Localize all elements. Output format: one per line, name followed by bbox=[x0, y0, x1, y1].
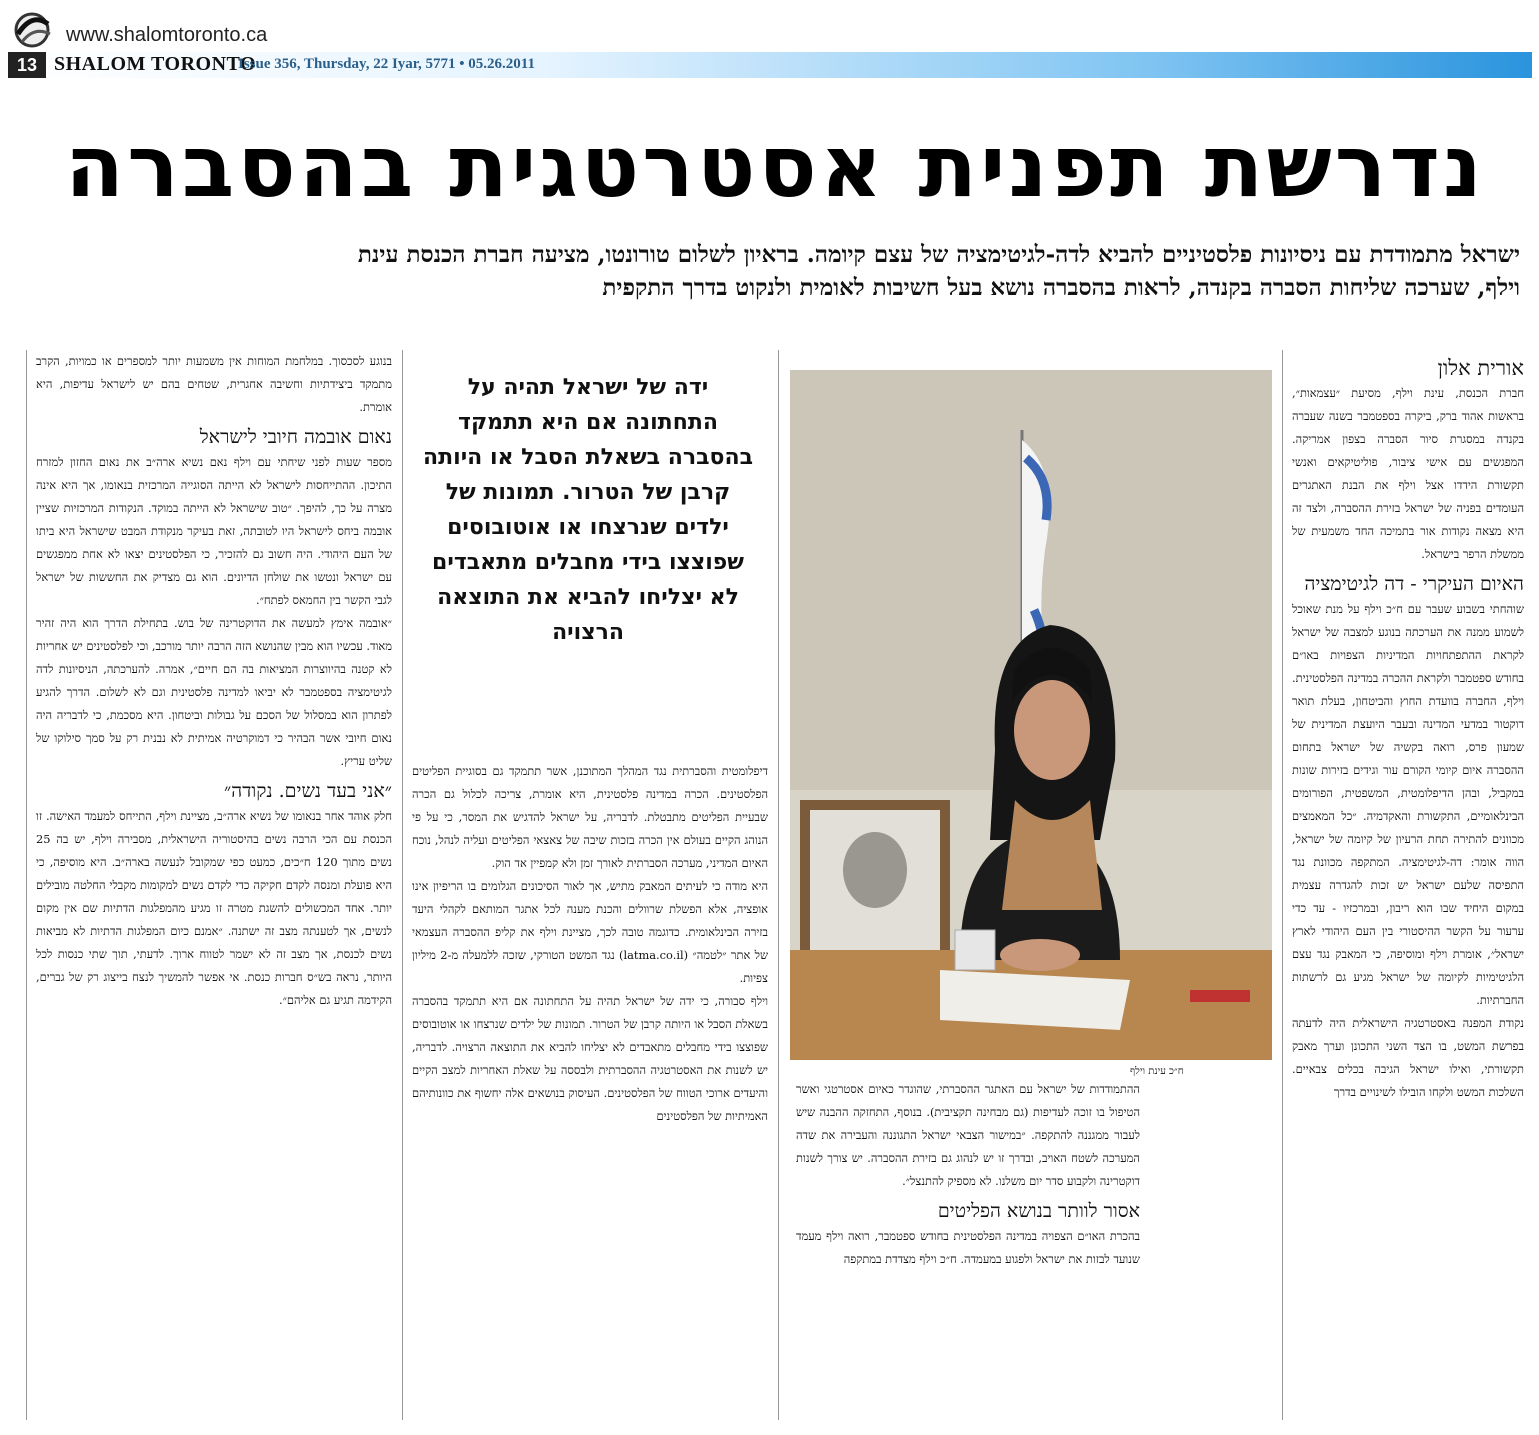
lead-line-1: ישראל מתמודדת עם ניסיונות פלסטיניים להביא לדה-לגיטימציה של עצם קיומה. בראיון לשלום טורונטו, מציעה חברת הכנסת עינת bbox=[357, 241, 1520, 268]
column-divider bbox=[402, 350, 403, 1420]
photo-caption: ח״כ עינת וילף bbox=[1130, 1066, 1184, 1077]
author-name: אורית אלון bbox=[1437, 356, 1524, 380]
column-divider bbox=[778, 350, 779, 1420]
paragraph: דיפלומטית והסברתית נגד המהלך המתוכנן, אשר תתמקד גם בסוגיית הפליטים הפלסטינים. הכרה במדינה פלסטינית, היא אומרת, צריכה לכלול גם הכרה שבעיית הפליטים מתבטלת. לדבריה, על ישראל להדגיש את המסר, כי על פי הנוהג הקיים בעולם אין הכרה בזכות שיבה של צאצאי הפליטים ועליה לנהל, נוכח האיום המדיני, מערכה הסברתית לאורך זמן ולא קמפיין אד הוק. bbox=[412, 764, 768, 870]
paragraph: שוהחתי בשבוע שעבר עם ח״כ וילף על מנת שאוכל לשמוע ממנה את הערכתה בנוגע למצבה של ישראל לקראת ההתפתחויות המדיניות הצפויות באו״ם בחודש ספטמבר ולקראת ההכרה במדינה הפלסטינית. וילף, החברה בוועדת החוץ והביטחון, בעלת תואר דוקטור במדעי המדינה ובעבר היועצת המדינית של שמעון פרס, רואה בקשיה של ישראל בתחום ההסברה איום קיומי הקורם עור וגידים בזירות שונות במקביל, ובהן הדיפלומטית, המשפטית, הפורומים הבינלאומיים, התקשורת והאקדמיה. ״כל המאמצים מכוונים להתירה תחת הרעיון של קיומה של ישראל, הווה אומר: דה-לגיטימציה. המתקפה מכוונת נגד התפיסה שלעם ישראל יש זכות להגדרה עצמית במקום היחיד שבו הוא ריבון, ובמרכזיו - עד כדי ערעור על הקשר ההיסטורי בין העם היהודי לארץ ישראל״, אומרת וילף ומוסיפה, כי המאבק נגד עצם הלגיטימיות לקיומה של ישראל מגיע גם לרשתות החברתיות. bbox=[1292, 602, 1524, 1007]
site-header bbox=[8, 4, 408, 50]
article-column-3 bbox=[412, 760, 768, 1128]
subheading: אסור לוותר בנושא הפליטים bbox=[937, 1200, 1140, 1222]
masthead-title: SHALOM TORONTO bbox=[54, 53, 257, 75]
site-url[interactable]: www.shalomtoronto.ca bbox=[66, 24, 268, 46]
paragraph: מספר שעות לפני שיחתי עם וילף נאם נשיא ארה״ב את נאום החזון למזרח התיכון. ההתייחסות לישראל לא הייתה הסוגייה המרכזית בנאומו, אך היא אינה מצרה על כך, להיפך. ״טוב שישראל לא הייתה במוקד. הנקודות המרכזיות שציין אובמה ביחס לישראל היו לטובתה, זאת בעיקר מנקודת המבט שישראל היא ביתו של העם היהודי. היה חשוב גם להזכיר, כי הפלסטינים יצאו לא אחת ממפגשים עם ישראל ונטשו את שולחן הדיונים. הוא גם מצדיק את החששות של ישראל לגבי הקשר בין החמאס לפתח״. bbox=[36, 455, 392, 607]
column-divider bbox=[26, 350, 27, 1420]
subheading: ״אני בעד נשים. נקודה״ bbox=[224, 780, 392, 802]
article-column-4 bbox=[36, 350, 392, 1012]
column-divider bbox=[1282, 350, 1283, 1420]
subheading: נאום אובמה חיובי לישראל bbox=[199, 426, 392, 448]
paragraph: חלק אוהד אחר בנאומו של נשיא ארה״ב, מציינת וילף, התייחס למעמד האישה. זו הכנסת עם הכי הרבה נשים בהיסטוריה הישראלית, מסבירה וילף, יש בה 25 נשים מתוך 120 ח״כים, כמעט כפי שמקובל לנעשה בארה״ב. היא מוסיפה, כי היא פועלת ומנסה לקדם חקיקה כדי לקדם נשים למקומות מקבלי החלטה מובילים יותר. אחד המכשולים להשגת מטרה זו מגיע מהמפלגות הדתיות שם אין מקום לנשים, אך לטענתה מצב זה ישתנה. ״אמנם כיום המפלגות הדתיות לא מביאות נשים לכנסת, אך מצב זה לא ישמר לטווח ארוך. לדעתי, תוך שתי כנסות לכל היותר, נראה בש״ס חברות כנסת. אי אפשר להמשיך לנצח בייצוג רק של גברים, הקידמה תגיע גם אליהם״. bbox=[36, 809, 392, 1007]
page-number: 13 bbox=[8, 52, 46, 78]
paragraph: היא מודה כי לעיתים המאבק מתיש, אך לאור הסיכונים הגלומים בו הריפיון אינו אופציה, אלא הפשלת שרוולים והכנת מענה לכל אתגר המותאם לקהלי היעד בזירה הבינלאומית. כדוגמה טובה לכך, מציינת וילף את קליפ ההסברה העצמאי של אתר ״לטמה״ (latma.co.il) נגד המשט הטורקי, שזכה ללמעלה מ-2 מיליון צפיות. bbox=[412, 879, 769, 985]
pull-quote: ידה של ישראל תהיה על התחתונה אם היא תתמקד בהסברה בשאלת הסבל או היותה קרבן של הטרור. תמונות של ילדים שנרצחו או אוטובוסים שפוצצו בידי מחבלים מתאבדים לא יצליחו להביא את התוצאה הרצויה bbox=[423, 375, 753, 645]
lead-line-2: וילף, שערכה שליחות הסברה בקנדה, לראות בהסברה נושא בעל חשיבות לאומית ולנקוט בדרך התקפית bbox=[602, 274, 1520, 301]
photo-illustration bbox=[790, 370, 1272, 1060]
article-photo bbox=[790, 370, 1272, 1060]
paragraph: בהכרת האו״ם הצפויה במדינה הפלסטינית בחודש ספטמבר, רואה וילף מעמד שנועד לבזות את ישראל ולפגוע במעמדה. ח״כ וילף מצדדת במתקפה bbox=[796, 1229, 1140, 1266]
paragraph: נקודת המפנה באסטרטגיה הישראלית היה לדעתה בפרשת המשט, בו הצד השני התכונן וערך מאבק תקשורתי, ואילו ישראל הגיבה בכלים צבאיים. השלכות המשט ולקחו הובילו לשינויים בדרך bbox=[1292, 1016, 1524, 1099]
article-column-2 bbox=[796, 1078, 1140, 1271]
masthead-bar bbox=[8, 52, 1532, 78]
paragraph: ״אובמה אימץ למעשה את הדוקטרינה של בוש. בתחילת הדרך הוא היה זהיר מאוד. עכשיו הוא מבין שהנושא הזה הרבה יותר מורכב, וכי לפלסטינים יש אחריות לא קטנה בהיווצרות המציאות בה הם חיים״, אמרה. להערכתה, הניסיונות לדה לגיטימציה בספטמבר לא יביאו למדינה פלסטינית וגם לא לשלום. הדרך להגיע לפתרון הוא במסלול של הסכם על גבולות וביטחון. היא מסכמת, כי לדבריה היה נאום חיובי אשר הבהיר כי דמוקרטיה אמיתית לא נבנית רק על סמך סילוקו של שליט עריץ. bbox=[36, 616, 392, 768]
paragraph: חברת הכנסת, עינת וילף, מסיעת ״עצמאות״, בראשות אהוד ברק, ביקרה בספטמבר בשנה שעברה בקנדה במסגרת סיור הסברה בצפון אמריקה. המפגשים עם אישי ציבור, פוליטיקאים ואנשי תקשורת הידדו אצל וילף את הבנת האתגרים העומדים בפניה של ישראל בזירת ההסברה, ולצד זה היא מצאה נקודות אור בתמיכה החד משמעית של ממשלת הרפר בישראל. bbox=[1292, 386, 1524, 561]
paragraph: בנוגע לסכסוך. במלחמת המוחות אין משמעות יותר למספרים או כמויות, הקרב מתמקד ביצידתיות וחשיבה אחגרית, שטחים בהם יש לישראל עדיפות, היא אומרת. bbox=[36, 354, 392, 414]
paragraph: ההתמודדות של ישראל עם האתגר ההסברתי, שהוגדר כאיום אסטרטגי ואשר הטיפול בו זוכה לעדיפות (גם מבחינה תקציבית). בנוסף, התחזקה ההבנה שיש לעבור ממגננה להתקפה. ״במישור הצבאי ישראל התגוננה והעבירה את שדה המערכה לשטח האויב, ובדרך זו יש לנהוג גם בזירת ההסברה. יש צורך לשנות דוקטרינה ולקבוע סדר יום משלנו. לא מספיק להתנצל״. bbox=[796, 1082, 1140, 1188]
article-column-1 bbox=[1292, 350, 1524, 1104]
subheading: האיום העיקרי - דה לגיטימציה bbox=[1304, 573, 1524, 595]
article-headline: נדרשת תפנית אסטרטגית בהסברה bbox=[65, 117, 1485, 217]
shalom-logo-icon bbox=[8, 4, 60, 50]
issue-info: Issue 356, Thursday, 22 Iyar, 5771 • 05.26.2011 bbox=[238, 56, 535, 72]
paragraph: וילף סבורה, כי ידה של ישראל תהיה על התחתונה אם היא תתמקד בהסברה בשאלת הסבל או היותה קרבן של הטרור. תמונות של ילדים שנרצחו או אוטובוסים שפוצצו בידי מחבלים מתאבדים לא יצליחו להביא את התוצאה הרצויה. לדבריה, יש לשנות את האסטרטגיה ההסברתית ולבססה על שאלת האחריות למצב הקיים והיעדים ארוכי הטווח של הפלסטינים. העיסוק בנושאים אלה יחשוף את כוונותיהם האמיתיות של הפלסטינים bbox=[412, 994, 768, 1123]
article-lead bbox=[40, 238, 1520, 304]
